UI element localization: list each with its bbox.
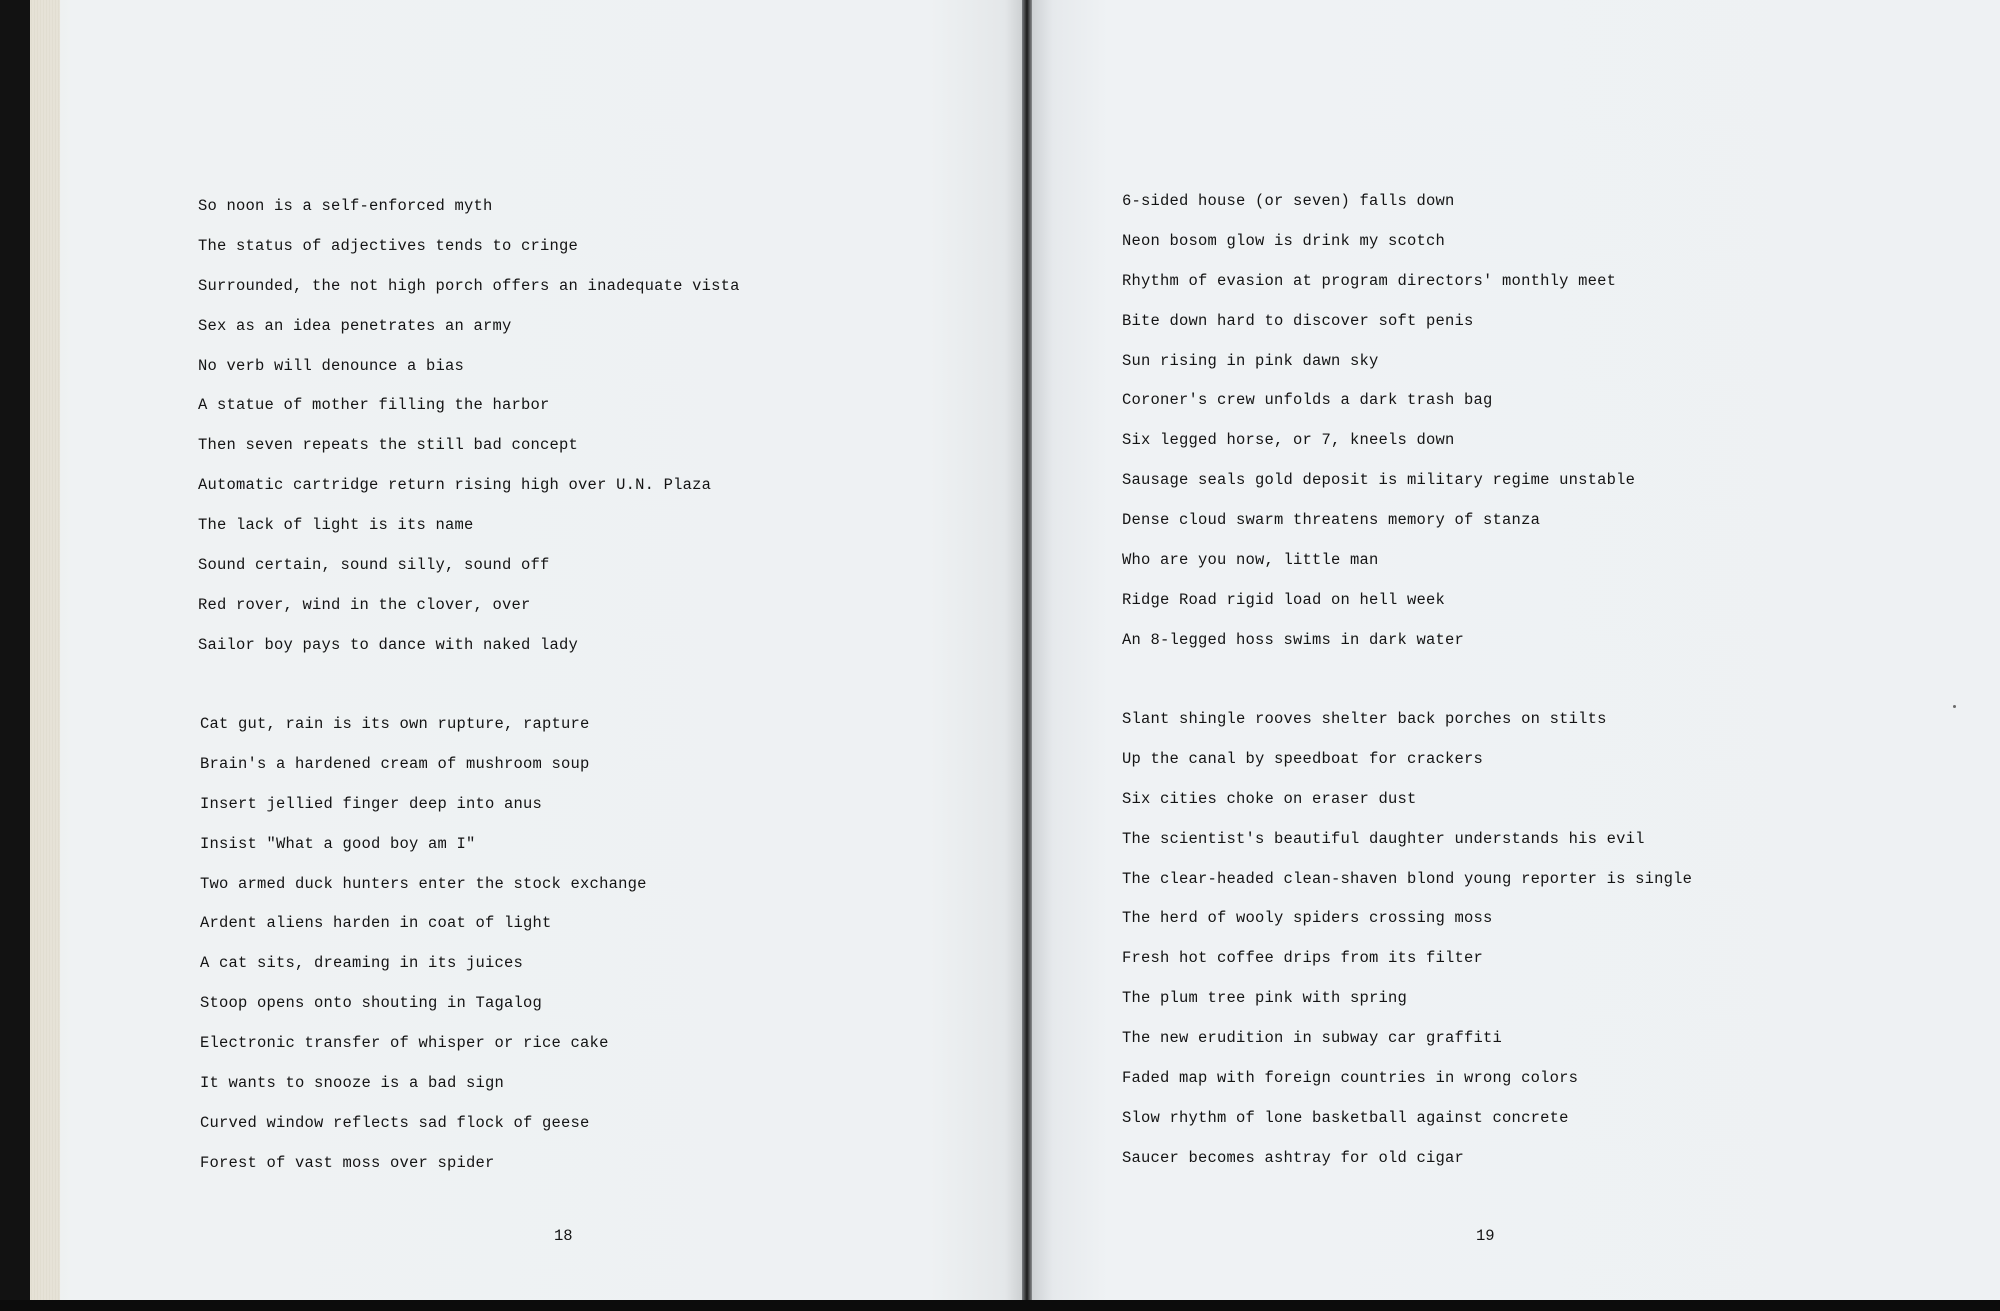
poem-line: No verb will denounce a bias	[198, 356, 465, 375]
poem-line: Who are you now, little man	[1122, 551, 1379, 570]
poem-line: A cat sits, dreaming in its juices	[200, 954, 524, 973]
poem-line: The clear-headed clean-shaven blond young reporter is single	[1122, 869, 1693, 888]
poem-line: Red rover, wind in the clover, over	[198, 595, 531, 614]
poem-line: Six cities choke on eraser dust	[1122, 789, 1417, 808]
poem-line: Automatic cartridge return rising high over U.N. Plaza	[198, 476, 712, 495]
poem-line: Sausage seals gold deposit is military regime unstable	[1122, 471, 1636, 490]
poem-line: A statue of mother filling the harbor	[198, 396, 550, 415]
poem-line: Fresh hot coffee drips from its filter	[1122, 949, 1484, 968]
left-stanza-2	[200, 714, 647, 1193]
poem-line: Sound certain, sound silly, sound off	[198, 556, 550, 575]
poem-line: The herd of wooly spiders crossing moss	[1122, 909, 1493, 928]
right-stanza-1	[1122, 191, 1635, 670]
poem-line: The new erudition in subway car graffiti	[1122, 1029, 1503, 1048]
poem-line: Stoop opens onto shouting in Tagalog	[200, 994, 543, 1013]
poem-line: Surrounded, the not high porch offers an inadequate vista	[198, 276, 740, 295]
right-stanza-2	[1122, 709, 1692, 1188]
poem-line: Sailor boy pays to dance with naked lady	[198, 635, 579, 654]
poem-line: Slow rhythm of lone basketball against concrete	[1122, 1108, 1569, 1127]
poem-line: Coroner's crew unfolds a dark trash bag	[1122, 391, 1493, 410]
poem-line: The status of adjectives tends to cringe	[198, 236, 579, 255]
poem-line: Forest of vast moss over spider	[200, 1153, 495, 1172]
poem-line: Brain's a hardened cream of mushroom soup	[200, 754, 590, 773]
poem-line: Rhythm of evasion at program directors' monthly meet	[1122, 271, 1617, 290]
poem-line: 6-sided house (or seven) falls down	[1122, 192, 1455, 210]
poem-line: Sun rising in pink dawn sky	[1122, 351, 1379, 370]
poem-line: The scientist's beautiful daughter understands his evil	[1122, 829, 1645, 848]
poem-line: Saucer becomes ashtray for old cigar	[1122, 1148, 1465, 1167]
left-stanza-1	[198, 196, 740, 675]
poem-line: Neon bosom glow is drink my scotch	[1122, 231, 1446, 250]
page-edges	[30, 0, 60, 1306]
poem-line: Two armed duck hunters enter the stock exchange	[200, 874, 647, 893]
poem-line: So noon is a self-enforced myth	[198, 197, 493, 215]
poem-line: Dense cloud swarm threatens memory of stanza	[1122, 511, 1541, 530]
poem-line: The plum tree pink with spring	[1122, 989, 1408, 1008]
paper-speck	[1953, 705, 1956, 708]
poem-line: Six legged horse, or 7, kneels down	[1122, 431, 1455, 450]
poem-line: Bite down hard to discover soft penis	[1122, 311, 1474, 330]
poem-line: Slant shingle rooves shelter back porches on stilts	[1122, 710, 1607, 728]
page-number-left: 18	[554, 1227, 573, 1245]
poem-line: Insist "What a good boy am I"	[200, 834, 476, 853]
poem-line: Sex as an idea penetrates an army	[198, 316, 512, 335]
bottom-shadow	[0, 1300, 2000, 1311]
poem-line: Then seven repeats the still bad concept	[198, 436, 579, 455]
poem-line: Insert jellied finger deep into anus	[200, 794, 543, 813]
poem-line: Electronic transfer of whisper or rice cake	[200, 1034, 609, 1053]
poem-line: It wants to snooze is a bad sign	[200, 1074, 505, 1093]
right-page	[1028, 0, 2000, 1300]
poem-line: Faded map with foreign countries in wrong colors	[1122, 1069, 1579, 1088]
poem-line: Ridge Road rigid load on hell week	[1122, 590, 1446, 609]
poem-line: Curved window reflects sad flock of geese	[200, 1113, 590, 1132]
left-page	[30, 0, 1025, 1306]
page-number-right: 19	[1476, 1227, 1495, 1245]
poem-line: Up the canal by speedboat for crackers	[1122, 749, 1484, 768]
poem-line: The lack of light is its name	[198, 516, 474, 535]
poem-line: Ardent aliens harden in coat of light	[200, 914, 552, 933]
poem-line: Cat gut, rain is its own rupture, rapture	[200, 715, 590, 733]
poem-line: An 8-legged hoss swims in dark water	[1122, 630, 1465, 649]
book-gutter	[1022, 0, 1032, 1311]
